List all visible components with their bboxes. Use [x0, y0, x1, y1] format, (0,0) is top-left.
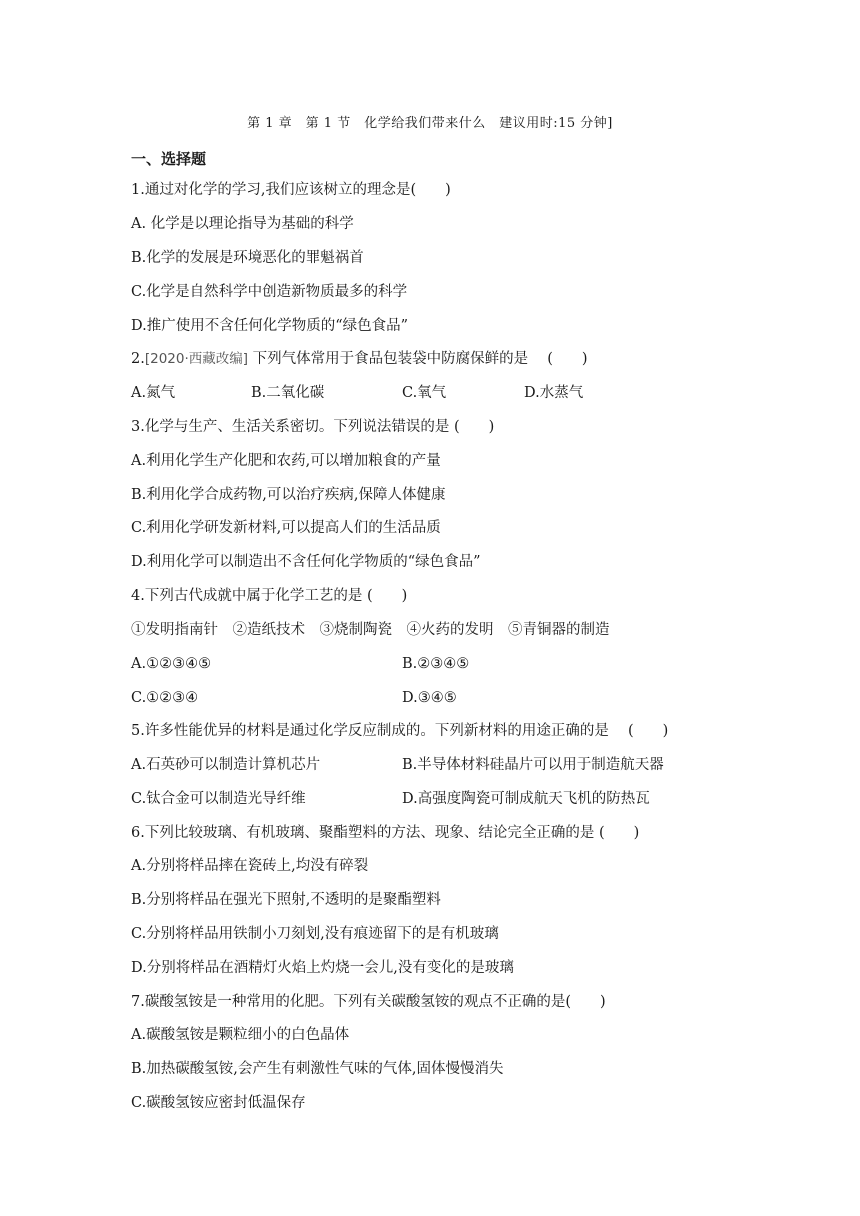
- question-3-option-c: C.利用化学研发新材料,可以提高人们的生活品质: [131, 520, 441, 536]
- question-2-source: [2020·西藏改编]: [144, 351, 249, 367]
- question-6-option-a: A.分别将样品摔在瓷砖上,均没有碎裂: [131, 858, 369, 874]
- question-2-option-a: A.氮气: [131, 385, 176, 401]
- question-2-number: 2.: [131, 351, 145, 367]
- question-4-items: ①发明指南针 ②造纸技术 ③烧制陶瓷 ④火药的发明 ⑤青铜器的制造: [131, 622, 610, 638]
- question-5-stem: 5.许多性能优异的材料是通过化学反应制成的。下列新材料的用途正确的是 ( ): [131, 723, 669, 739]
- question-2-stem: 下列气体常用于食品包装袋中防腐保鲜的是 ( ): [248, 351, 588, 367]
- question-3-option-a: A.利用化学生产化肥和农药,可以增加粮食的产量: [131, 453, 441, 469]
- question-2-stem-line: [131, 350, 588, 368]
- question-2-option-d: D.水蒸气: [524, 385, 584, 401]
- question-7-option-c: C.碳酸氢铵应密封低温保存: [131, 1095, 306, 1111]
- question-1-stem: 1.通过对化学的学习,我们应该树立的理念是( ): [131, 182, 451, 198]
- question-7-option-a: A.碳酸氢铵是颗粒细小的白色晶体: [131, 1027, 350, 1043]
- question-4-option-a: A.①②③④⑤: [131, 656, 212, 672]
- question-2-option-c: C.氧气: [402, 385, 447, 401]
- question-4-option-d: D.③④⑤: [402, 690, 457, 706]
- question-5-option-c: C.钛合金可以制造光导纤维: [131, 791, 306, 807]
- question-6-option-c: C.分别将样品用铁制小刀刻划,没有痕迹留下的是有机玻璃: [131, 926, 499, 942]
- question-1-option-d: D.推广使用不含任何化学物质的“绿色食品”: [131, 318, 409, 334]
- question-5-option-b: B.半导体材料硅晶片可以用于制造航天器: [402, 757, 664, 773]
- page-header: 第 1 章 第 1 节 化学给我们带来什么 建议用时:15 分钟]: [247, 116, 613, 131]
- question-1-option-c: C.化学是自然科学中创造新物质最多的科学: [131, 284, 408, 300]
- question-3-option-d: D.利用化学可以制造出不含任何化学物质的“绿色食品”: [131, 554, 481, 570]
- question-5-option-a: A.石英砂可以制造计算机芯片: [131, 757, 321, 773]
- section-title: 一、选择题: [131, 150, 207, 168]
- question-6-option-b: B.分别将样品在强光下照射,不透明的是聚酯塑料: [131, 892, 441, 908]
- question-3-option-b: B.利用化学合成药物,可以治疗疾病,保障人体健康: [131, 487, 446, 503]
- question-1-option-b: B.化学的发展是环境恶化的罪魁祸首: [131, 250, 364, 266]
- question-7-stem: 7.碳酸氢铵是一种常用的化肥。下列有关碳酸氢铵的观点不正确的是( ): [131, 994, 606, 1010]
- question-4-stem: 4.下列古代成就中属于化学工艺的是 ( ): [131, 588, 408, 604]
- question-6-stem: 6.下列比较玻璃、有机玻璃、聚酯塑料的方法、现象、结论完全正确的是 ( ): [131, 825, 640, 841]
- question-3-stem: 3.化学与生产、生活关系密切。下列说法错误的是 ( ): [131, 419, 495, 435]
- question-7-option-b: B.加热碳酸氢铵,会产生有刺激性气味的气体,固体慢慢消失: [131, 1061, 504, 1077]
- question-2-option-b: B.二氧化碳: [251, 385, 325, 401]
- question-4-option-b: B.②③④⑤: [402, 656, 470, 672]
- question-6-option-d: D.分别将样品在酒精灯火焰上灼烧一会儿,没有变化的是玻璃: [131, 960, 514, 976]
- question-1-option-a: A. 化学是以理论指导为基础的科学: [131, 216, 354, 232]
- question-4-option-c: C.①②③④: [131, 690, 199, 706]
- question-5-option-d: D.高强度陶瓷可制成航天飞机的防热瓦: [402, 791, 650, 807]
